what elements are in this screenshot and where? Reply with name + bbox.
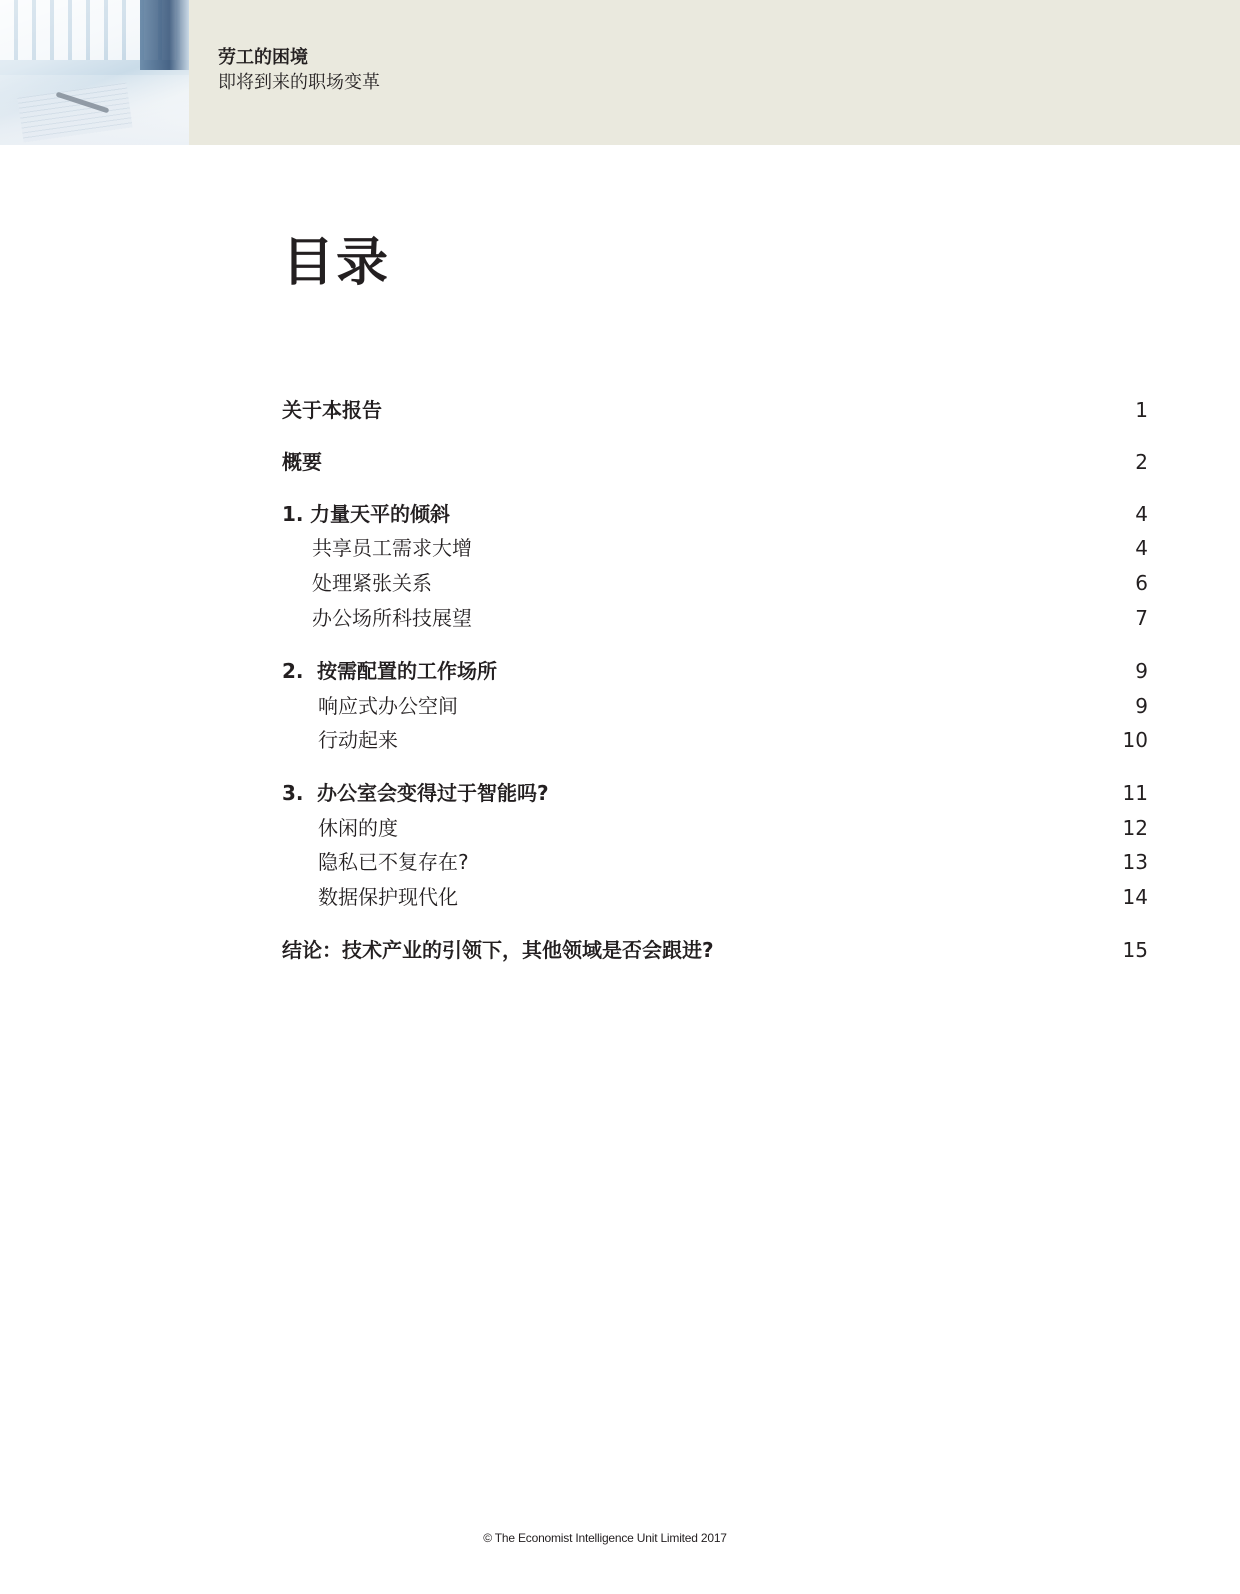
toc-subentry[interactable]	[282, 691, 1148, 721]
toc-subentry-label: 共享员工需求大增	[312, 536, 472, 560]
toc-entry-page: 4	[1135, 536, 1148, 560]
table-of-contents	[282, 0, 1148, 1000]
toc-subentry-label: 休闲的度	[318, 816, 398, 840]
toc-entry-page: 7	[1135, 606, 1148, 630]
toc-subentry[interactable]	[282, 847, 1148, 877]
toc-subentry[interactable]	[282, 813, 1148, 843]
toc-entry-label: 关于本报告	[282, 398, 382, 422]
toc-subentry-label: 行动起来	[318, 728, 398, 752]
toc-entry-summary[interactable]	[282, 447, 1148, 477]
toc-entry-page: 14	[1122, 885, 1148, 909]
toc-entry-about[interactable]	[282, 395, 1148, 425]
photo-monitor	[140, 0, 189, 70]
toc-section-2[interactable]	[282, 656, 1148, 686]
toc-subentry[interactable]	[282, 725, 1148, 755]
toc-entry-page: 1	[1135, 398, 1148, 422]
toc-section-number: 3.	[282, 781, 304, 805]
report-subtitle: 即将到来的职场变革	[218, 72, 380, 93]
toc-entry-page: 12	[1122, 816, 1148, 840]
toc-section-label: 力量天平的倾斜	[310, 502, 450, 526]
toc-subentry-label: 办公场所科技展望	[312, 606, 472, 630]
toc-entry-page: 9	[1135, 694, 1148, 718]
toc-entry-label: 结论：技术产业的引领下，其他领域是否会跟进?	[282, 938, 714, 962]
toc-subentry-label: 响应式办公空间	[318, 694, 458, 718]
toc-section-number: 1.	[282, 502, 304, 526]
toc-entry-page: 6	[1135, 571, 1148, 595]
toc-entry-page: 10	[1122, 728, 1148, 752]
toc-section-label: 按需配置的工作场所	[317, 659, 497, 683]
footer-copyright: © The Economist Intelligence Unit Limited 2017	[483, 1531, 727, 1545]
toc-entry-page: 9	[1135, 659, 1148, 683]
toc-subentry[interactable]	[282, 603, 1148, 633]
toc-entry-page: 15	[1122, 938, 1148, 962]
toc-section-number: 2.	[282, 659, 304, 683]
report-title: 劳工的困境	[218, 47, 308, 68]
toc-entry-page: 2	[1135, 450, 1148, 474]
toc-section-label: 办公室会变得过于智能吗?	[317, 781, 549, 805]
toc-section-3[interactable]	[282, 778, 1148, 808]
toc-subentry[interactable]	[282, 568, 1148, 598]
toc-section-1[interactable]	[282, 499, 1148, 529]
header-office-photo	[0, 0, 189, 145]
page-title: 目录	[282, 233, 391, 293]
toc-entry-page: 11	[1122, 781, 1148, 805]
toc-entry-label: 概要	[282, 450, 322, 474]
toc-subentry-label: 隐私已不复存在?	[318, 850, 469, 874]
toc-subentry-label: 处理紧张关系	[312, 571, 432, 595]
toc-subentry[interactable]	[282, 882, 1148, 912]
toc-subentry-label: 数据保护现代化	[318, 885, 458, 909]
toc-entry-page: 4	[1135, 502, 1148, 526]
toc-entry-conclusion[interactable]	[282, 935, 1148, 965]
toc-entry-page: 13	[1122, 850, 1148, 874]
toc-subentry[interactable]	[282, 533, 1148, 563]
